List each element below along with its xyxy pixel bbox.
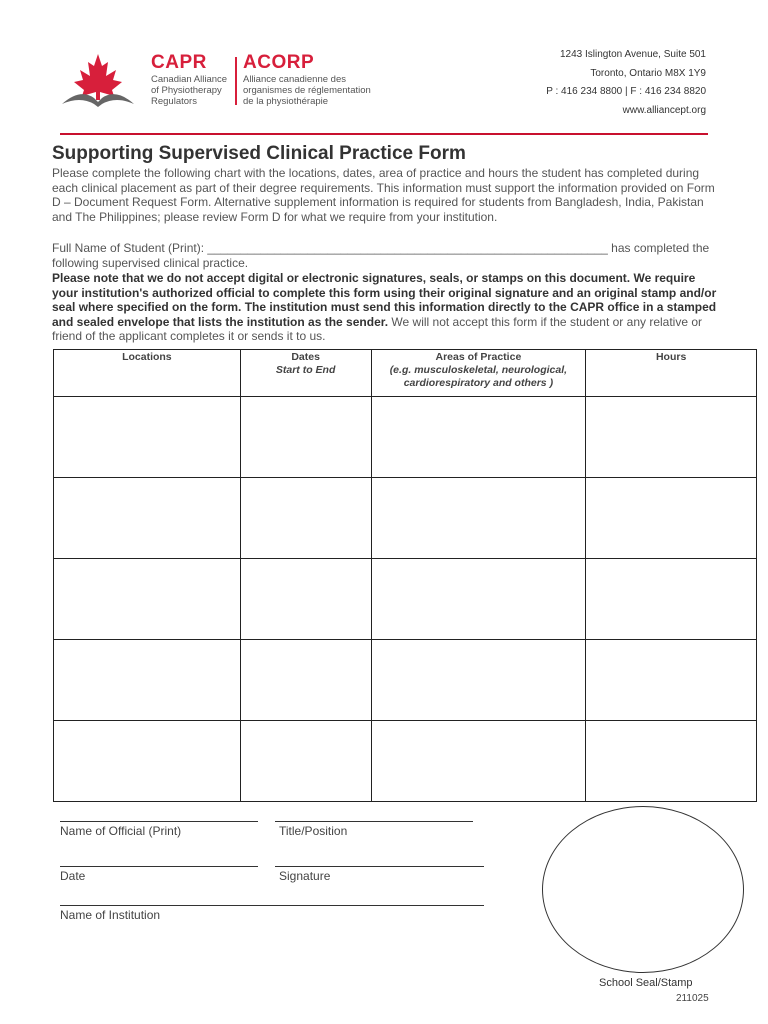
seal-stamp-label: School Seal/Stamp bbox=[599, 977, 693, 989]
areas-cell[interactable] bbox=[371, 478, 586, 559]
form-title: Supporting Supervised Clinical Practice Form bbox=[52, 143, 466, 164]
hours-cell[interactable] bbox=[586, 640, 757, 721]
table-row bbox=[54, 559, 757, 640]
contact-address bbox=[546, 46, 706, 120]
institution-line[interactable] bbox=[60, 905, 484, 906]
capr-wordmark: CAPR bbox=[151, 52, 207, 73]
location-cell[interactable] bbox=[54, 478, 241, 559]
areas-cell[interactable] bbox=[371, 640, 586, 721]
table-header-row bbox=[54, 350, 757, 397]
table-row bbox=[54, 640, 757, 721]
areas-cell[interactable] bbox=[371, 397, 586, 478]
header-rule bbox=[60, 133, 708, 135]
col-locations: Locations bbox=[54, 350, 241, 397]
location-cell[interactable] bbox=[54, 640, 241, 721]
capr-line-2: of Physiotherapy bbox=[151, 85, 222, 96]
acorp-line-2: organismes de réglementation bbox=[243, 85, 371, 96]
col-areas-sub: (e.g. musculoskeletal, neurological, cardiorespiratory and others ) bbox=[389, 364, 568, 389]
official-name-label: Name of Official (Print) bbox=[60, 824, 182, 838]
location-cell[interactable] bbox=[54, 397, 241, 478]
form-instructions: Please complete the following chart with the locations, dates, area of practice and hours the student has completed during each clinical placement as part of their degree requirements. This information must support the information provided on Form D – Document Request Form. Alternative supplement information is required for students from Bangladesh, India, Pakistan and The Philippines; please review Form D for what we require from your institution. bbox=[52, 166, 715, 224]
hours-cell[interactable] bbox=[586, 478, 757, 559]
signature-notice bbox=[52, 271, 722, 344]
capr-full-name bbox=[151, 74, 231, 107]
phone-fax: P : 416 234 8800 | F : 416 234 8820 bbox=[546, 86, 706, 97]
dates-cell[interactable] bbox=[240, 721, 371, 802]
table-row bbox=[54, 397, 757, 478]
title-line[interactable] bbox=[275, 821, 473, 822]
notice-regular: We will not accept this form if the student or any relative or friend of the applicant completes it or sends it to us. bbox=[52, 314, 703, 343]
seal-stamp-area[interactable] bbox=[542, 806, 744, 973]
hours-cell[interactable] bbox=[586, 397, 757, 478]
student-name-field[interactable]: ____________________________________________________________ bbox=[207, 241, 608, 255]
capr-line-1: Canadian Alliance bbox=[151, 74, 228, 85]
dates-cell[interactable] bbox=[240, 478, 371, 559]
areas-cell[interactable] bbox=[371, 721, 586, 802]
student-name-label: Full Name of Student (Print): bbox=[52, 241, 208, 255]
hours-cell[interactable] bbox=[586, 721, 757, 802]
dates-cell[interactable] bbox=[240, 640, 371, 721]
acorp-wordmark: ACORP bbox=[243, 52, 315, 73]
table-row bbox=[54, 721, 757, 802]
maple-leaf-logo-icon bbox=[60, 52, 136, 108]
acorp-line-3: de la physiothérapie bbox=[243, 96, 329, 107]
clinical-practice-table bbox=[53, 349, 757, 802]
col-hours: Hours bbox=[586, 350, 757, 397]
website-link[interactable]: www.alliancept.org bbox=[622, 104, 706, 116]
col-areas: Areas of Practice (e.g. musculoskeletal, neurological, cardiorespiratory and others ) bbox=[371, 350, 586, 397]
student-name-line bbox=[52, 241, 722, 270]
institution-label: Name of Institution bbox=[60, 908, 161, 922]
address-city: Toronto, Ontario M8X 1Y9 bbox=[590, 67, 706, 79]
notice-bold: Please note that we do not accept digital or electronic signatures, seals, or stamps on this document. We require your institution's authorized official to complete this form using their original signature and an original stamp and/or seal where specified on the form. The institution must send this information directly to the CAPR office in a stamped and sealed envelope that lists the institution as the sender. bbox=[52, 271, 717, 329]
acorp-full-name bbox=[243, 74, 373, 107]
areas-cell[interactable] bbox=[371, 559, 586, 640]
dates-cell[interactable] bbox=[240, 559, 371, 640]
dates-cell[interactable] bbox=[240, 397, 371, 478]
location-cell[interactable] bbox=[54, 721, 241, 802]
acorp-line-1: Alliance canadienne des bbox=[243, 74, 346, 85]
col-dates-sub: Start to End bbox=[275, 364, 336, 376]
title-label: Title/Position bbox=[279, 824, 348, 838]
table-row bbox=[54, 478, 757, 559]
date-line[interactable] bbox=[60, 866, 258, 867]
hours-cell[interactable] bbox=[586, 559, 757, 640]
signature-line[interactable] bbox=[275, 866, 484, 867]
form-code: 211025 bbox=[676, 993, 709, 1004]
header-divider bbox=[235, 57, 237, 105]
date-label: Date bbox=[60, 869, 86, 883]
address-street: 1243 Islington Avenue, Suite 501 bbox=[559, 49, 706, 60]
col-dates: Dates Start to End bbox=[240, 350, 371, 397]
student-name-suffix: has completed the following supervised clinical practice. bbox=[52, 241, 710, 270]
official-name-line[interactable] bbox=[60, 821, 258, 822]
capr-line-3: Regulators bbox=[151, 96, 197, 107]
location-cell[interactable] bbox=[54, 559, 241, 640]
signature-label: Signature bbox=[279, 869, 331, 883]
